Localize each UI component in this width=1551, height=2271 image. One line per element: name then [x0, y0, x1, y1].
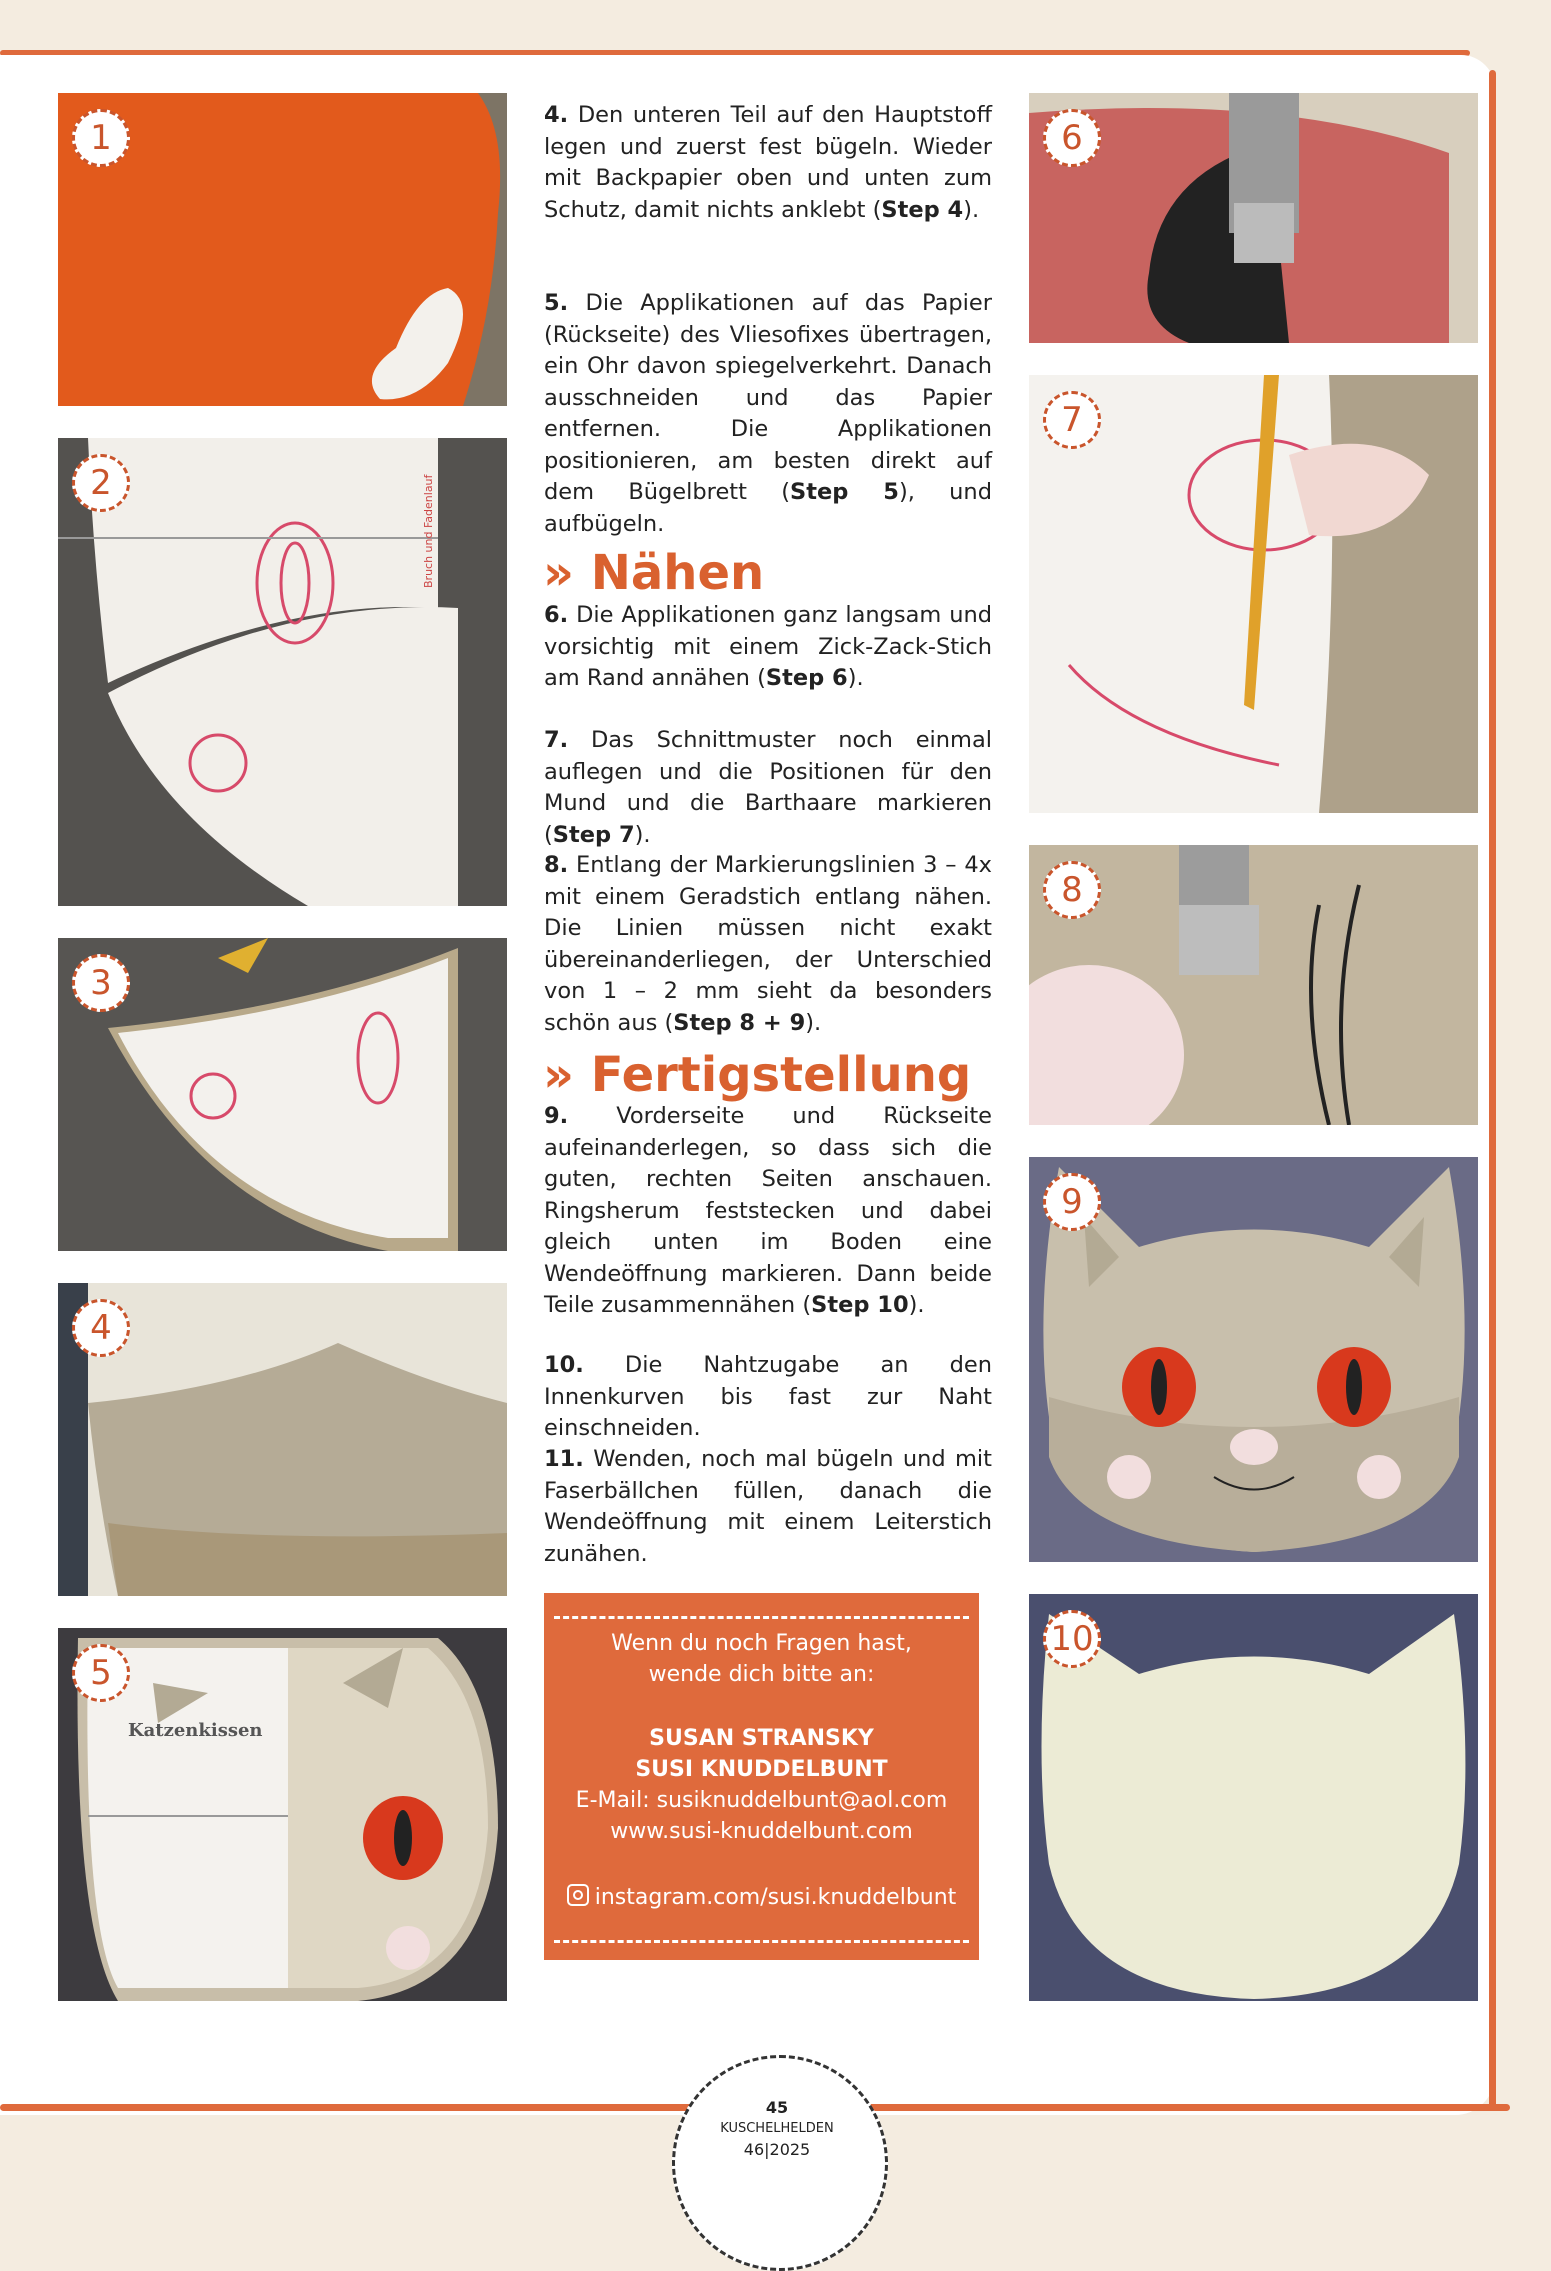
step-number-badge: 6 [1043, 109, 1101, 167]
photo-step-7-image [1029, 375, 1478, 813]
photo-step-9 [1029, 1157, 1478, 1562]
instruction-4: 4. Den unteren Teil auf den Hauptstoff legen und zuerst fest bügeln. Wieder mit Backpapier oben und unten zum Schutz, damit nichts anklebt (Step 4). [544, 102, 992, 223]
step-number-badge: 9 [1043, 1173, 1101, 1231]
instruction-11: 11. Wenden, noch mal bügeln und mit Faserbällchen füllen, danach die Wendeöffnung mit einem Leiterstich zunähen. [544, 1446, 992, 1567]
step-number-badge: 7 [1043, 391, 1101, 449]
photo-step-10 [1029, 1594, 1478, 2001]
photo-step-6 [1029, 93, 1478, 343]
instruction-9: 9. Vorderseite und Rückseite aufeinanderlegen, so dass sich die guten, rechten Seiten anschauen. Ringsherum feststecken und dabei gleich unten im Boden eine Wendeöffnung markieren. Dann beide Teile zusammennähen (Step 10). [544, 1103, 992, 1318]
instagram-handle: instagram.com/susi.knuddelbunt [594, 1885, 957, 1910]
step-number-badge: 10 [1043, 1610, 1101, 1668]
photo-step-4 [58, 1283, 507, 1596]
contact-instagram[interactable] [544, 1882, 979, 1910]
page-number-badge [672, 2055, 888, 2271]
page-number: 45 [765, 2098, 789, 2117]
contact-intro-line-2: wende dich bitte an: [648, 1662, 875, 1687]
contact-box-dash-top [554, 1616, 969, 1619]
issue-number: 46|2025 [743, 2140, 811, 2159]
instruction-7: 7. Das Schnittmuster noch einmal auflegen und die Positionen für den Mund und die Barthaare markieren (Step 7). [544, 727, 992, 848]
magazine-name: KUSCHELHELDEN [720, 2121, 834, 2136]
instruction-5: 5. Die Applikationen auf das Papier (Rückseite) des Vliesofixes übertragen, ein Ohr davon spiegelverkehrt. Danach ausschneiden und das Papier entfernen. Die Applikationen positionieren, am besten direkt auf dem Bügelbrett (Step 5), und aufbügeln. [544, 290, 992, 537]
photo-step-2 [58, 438, 507, 906]
contact-box-dash-bottom [554, 1940, 969, 1943]
contact-website[interactable]: www.susi-knuddelbunt.com [610, 1819, 913, 1844]
pattern-side-label: Bruch und Fadenlauf [422, 474, 435, 588]
photo-step-5 [58, 1628, 507, 2001]
contact-email[interactable]: E-Mail: susiknuddelbunt@aol.com [575, 1788, 948, 1813]
step-number-badge: 8 [1043, 861, 1101, 919]
step-number-badge: 4 [72, 1299, 130, 1357]
section-heading-naehen: » Nähen [543, 545, 765, 601]
section-heading-fertigstellung: » Fertigstellung [543, 1047, 972, 1103]
contact-intro-line-1: Wenn du noch Fragen hast, [611, 1631, 912, 1656]
contact-name-2: SUSI KNUDDELBUNT [635, 1757, 888, 1782]
instagram-icon [567, 1884, 589, 1906]
photo-step-8 [1029, 845, 1478, 1125]
page-frame-right [1489, 70, 1496, 2110]
photo-step-1 [58, 93, 507, 406]
step-number-badge: 3 [72, 954, 130, 1012]
contact-box [544, 1593, 979, 1960]
step-number-badge: 5 [72, 1644, 130, 1702]
photo-step-10-image [1029, 1594, 1478, 2001]
instruction-6: 6. Die Applikationen ganz langsam und vorsichtig mit einem Zick-Zack-Stich am Rand annähen (Step 6). [544, 602, 992, 691]
step-number-badge: 1 [72, 109, 130, 167]
photo-step-7 [1029, 375, 1478, 813]
instruction-8: 8. Entlang der Markierungslinien 3 – 4x mit einem Geradstich entlang nähen. Die Linien müssen nicht exakt übereinanderliegen, der Unterschied von 1 – 2 mm sieht da besonders schön aus (Step 8 + 9). [544, 852, 992, 1036]
pattern-label: Katzenkissen [128, 1720, 263, 1741]
instruction-10: 10. Die Nahtzugabe an den Innenkurven bis fast zur Naht einschneiden. [544, 1352, 992, 1441]
step-number-badge: 2 [72, 454, 130, 512]
contact-name-1: SUSAN STRANSKY [649, 1726, 874, 1751]
photo-step-3 [58, 938, 507, 1251]
